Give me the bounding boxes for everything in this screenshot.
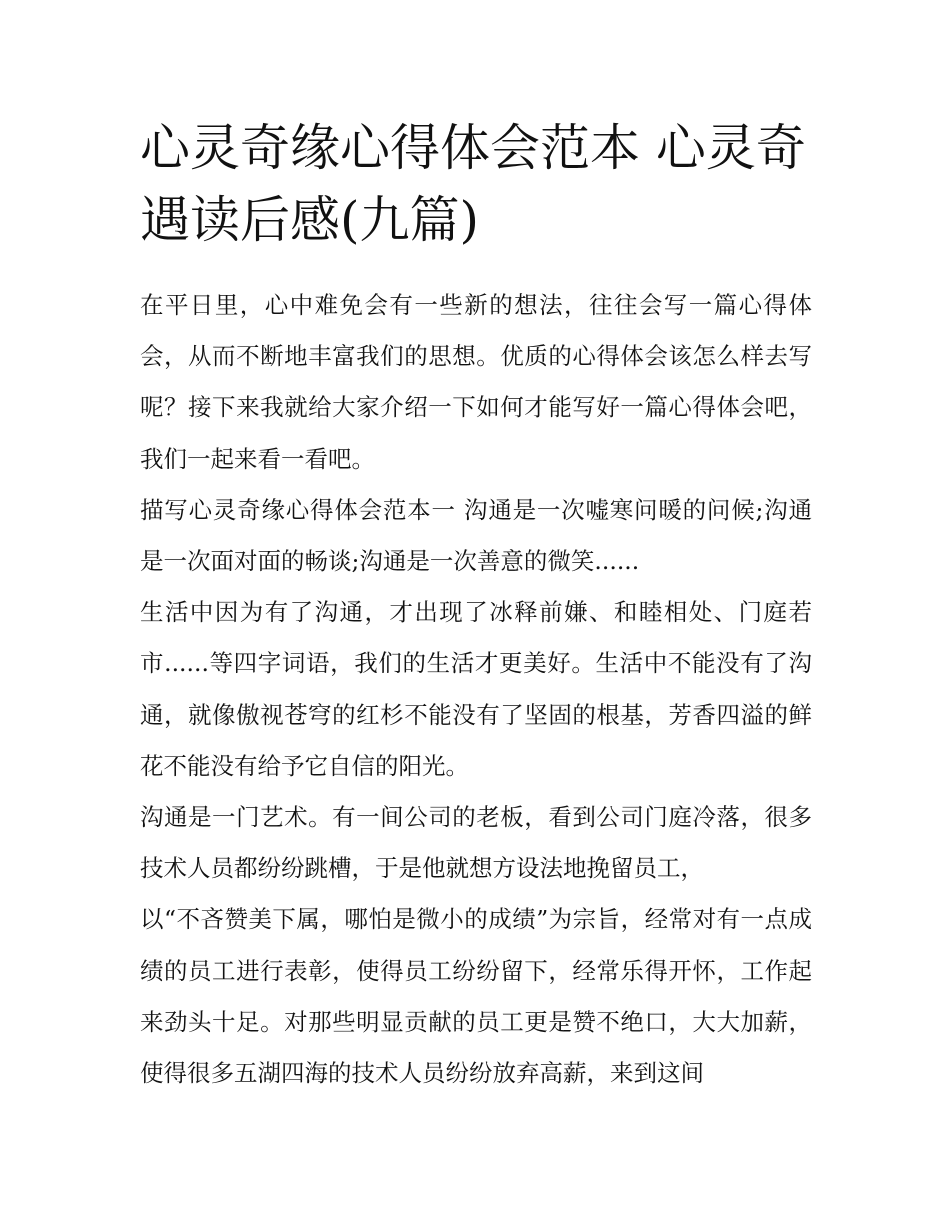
paragraph-communication-life: 生活中因为有了沟通，才出现了冰释前嫌、和睦相处、门庭若市......等四字词语，我们的生活才更美好。生活中不能没有了沟通，就像傲视苍穹的红杉不能没有了坚固的根基，芳香四溢的鲜花不能没有给予它自信的阳光。 bbox=[140, 598, 812, 780]
paragraph-communication-art: 沟通是一门艺术。有一间公司的老板，看到公司门庭冷落，很多技术人员都纷纷跳槽，于是他就想方设法地挽留员工， bbox=[140, 803, 812, 883]
paragraph-praise-employees: 以“不吝赞美下属，哪怕是微小的成绩”为宗旨，经常对有一点成绩的员工进行表彰，使得员工纷纷留下，经常乐得开怀，工作起来劲头十足。对那些明显贡献的员工更是赞不绝口，大大加薪，使得很多五湖四海的技术人员纷纷放弃高薪，来到这间 bbox=[140, 905, 812, 1088]
paragraph-intro: 在平日里，心中难免会有一些新的想法，往往会写一篇心得体会，从而不断地丰富我们的思想。优质的心得体会该怎么样去写呢？接下来我就给大家介绍一下如何才能写好一篇心得体会吧，我们一起来看一看吧。 bbox=[140, 291, 812, 473]
document-body bbox=[140, 112, 812, 1099]
paragraph-sample-one-opening: 描写心灵奇缘心得体会范本一 沟通是一次嘘寒问暖的问候;沟通是一次面对面的畅谈;沟通是一次善意的微笑...... bbox=[140, 495, 812, 576]
document-title: 心灵奇缘心得体会范本 心灵奇遇读后感(九篇) bbox=[140, 119, 806, 249]
